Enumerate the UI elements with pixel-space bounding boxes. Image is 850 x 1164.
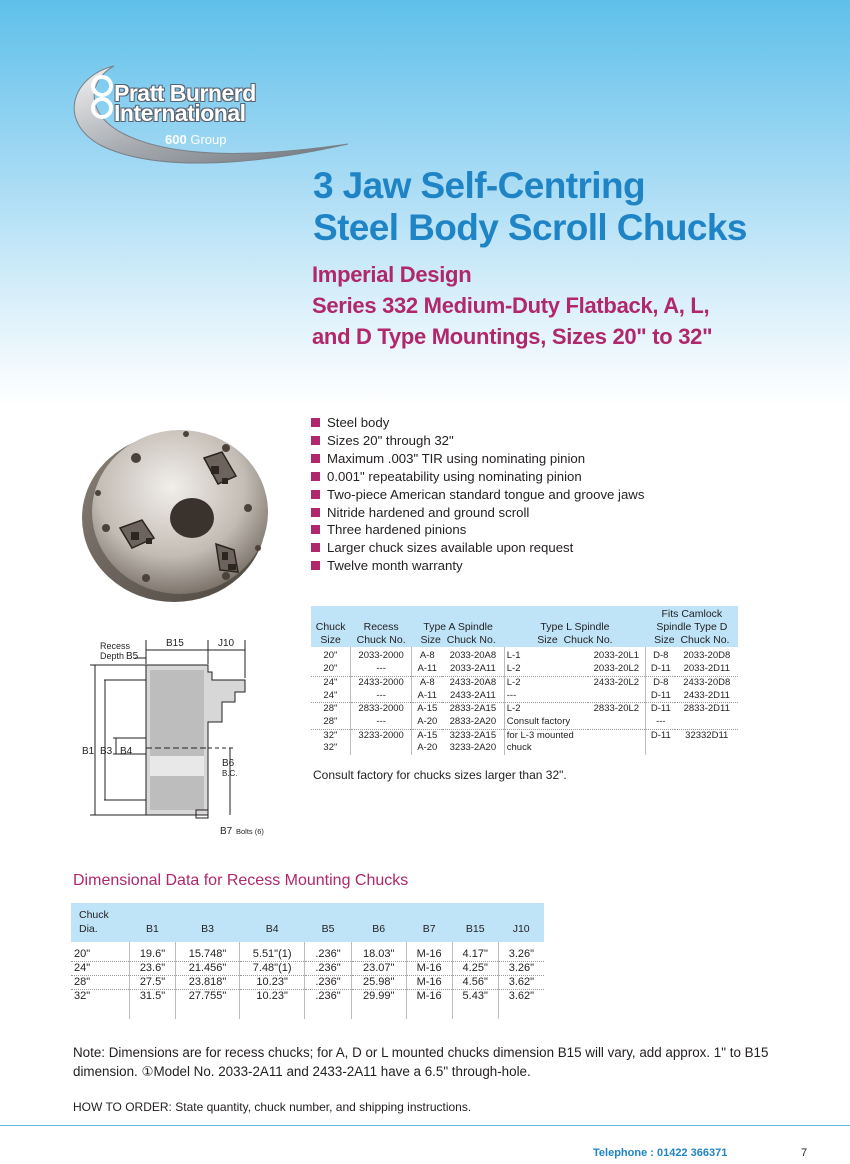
spec-table-cell: 2433-2000	[350, 676, 412, 689]
dim-table-header-cell: B15	[452, 903, 498, 942]
drawing-label-j10: J10	[218, 638, 235, 649]
dim-table-cell: 28"	[71, 976, 129, 990]
spec-table-cell: A-8	[419, 650, 435, 662]
page-subtitle	[312, 259, 712, 352]
feature-item: Maximum .003" TIR using nominating pinion	[311, 450, 644, 468]
spec-table-cell: 24"	[311, 690, 350, 703]
dim-table-cell: .236"	[305, 962, 351, 976]
spec-table-cell: L-1	[506, 650, 521, 662]
spec-table-row	[311, 703, 738, 716]
spec-table-cell: 3233-2A20	[442, 742, 504, 755]
drawing-label-bc: B.C.	[222, 769, 238, 778]
dim-table-cell: .236"	[305, 942, 351, 962]
feature-item: Twelve month warranty	[311, 557, 644, 575]
subtitle-line2: Series 332 Medium-Duty Flatback, A, L,	[312, 293, 710, 318]
spec-table-row	[311, 716, 738, 729]
header-fits: Fits Camlock	[661, 608, 723, 621]
spec-table-cell: Consult factory	[504, 716, 587, 729]
dim-table-cell: .236"	[305, 990, 351, 1020]
spec-table-cell: A-8	[419, 676, 435, 688]
dim-table-cell: M-16	[406, 976, 452, 990]
dim-table-cell: M-16	[406, 990, 452, 1020]
drawing-label-b3: B3	[100, 746, 113, 757]
spec-table-cell: 24"	[311, 676, 350, 689]
dim-table-header-cell: Chuck Dia.	[71, 903, 129, 942]
dim-table-header-cell: B1	[129, 903, 175, 942]
header-type-d-size: Size	[654, 633, 675, 646]
spec-table-cell: for L-3 mounted	[506, 729, 574, 741]
spec-table-cell: A-11	[412, 690, 442, 703]
spec-table-row	[311, 663, 738, 676]
spec-table-row	[311, 690, 738, 703]
dim-table-cell: 25.98"	[351, 976, 406, 990]
spec-table-cell: D-11	[650, 729, 671, 741]
spec-table-cell: 32"	[311, 742, 350, 755]
header-recess: Recess	[363, 621, 399, 633]
header-type-d-no: Chuck No.	[680, 633, 730, 646]
header-type-a-no: Chuck No.	[446, 633, 496, 646]
spec-table-cell: 3233-2A15	[442, 729, 504, 742]
spec-table-cell: ---	[350, 690, 412, 703]
company-logo	[62, 62, 352, 172]
dim-table-cell: 32"	[71, 990, 129, 1020]
dim-table-row	[71, 976, 544, 990]
spec-table-cell: D-8	[653, 676, 669, 688]
dim-table-header-row	[71, 903, 544, 942]
logo-group-text: 600 Group	[165, 132, 227, 147]
header-type-a-size: Size	[420, 633, 441, 646]
feature-item: Steel body	[311, 414, 644, 432]
spec-table-cell: 2433-20D8	[683, 676, 731, 688]
drawing-label-b15: B15	[166, 638, 184, 649]
spec-table-cell: 2033-2A11	[442, 663, 504, 676]
spec-table-cell: A-15	[417, 729, 438, 741]
dim-table-cell: 27.755"	[176, 990, 240, 1020]
dimension-table	[71, 903, 544, 1019]
header-type-a: Type A Spindle	[423, 621, 493, 633]
dim-table-cell: 15.748"	[176, 942, 240, 962]
spec-table-cell: 2433-20L2	[588, 676, 646, 689]
drawing-label-b7: B7	[220, 826, 233, 837]
dim-table-cell: 4.17"	[452, 942, 498, 962]
drawing-label-recess: Recess	[100, 641, 131, 651]
feature-item: Larger chuck sizes available upon request	[311, 539, 644, 557]
spec-table-cell: 32"	[311, 729, 350, 742]
spec-table-cell: 2033-20D8	[683, 650, 731, 662]
dim-table-row	[71, 990, 544, 1020]
spec-table-cell: 2033-20L2	[588, 663, 646, 676]
spec-table-cell: L-2	[506, 676, 521, 688]
dim-table-cell: 4.25"	[452, 962, 498, 976]
dim-table-header-cell: J10	[498, 903, 544, 942]
spec-table-cell	[588, 729, 646, 742]
spec-table-row	[311, 742, 738, 755]
dim-table-cell: 3.26"	[498, 942, 544, 962]
spec-table-row	[311, 729, 738, 742]
spec-table-cell: 2033-20L1	[588, 647, 646, 663]
feature-item: Three hardened pinions	[311, 521, 644, 539]
spec-table-cell: ---	[350, 716, 412, 729]
dim-table-cell: 21.456"	[176, 962, 240, 976]
dim-table-header-cell: B6	[351, 903, 406, 942]
spec-table-cell: 2433-20A8	[442, 676, 504, 689]
header-recess-no: Chuck No.	[356, 633, 406, 646]
spec-table-cell: 2433-2A11	[442, 690, 504, 703]
spec-table-cell: D-11	[646, 690, 676, 703]
header-type-l: Type L Spindle	[540, 621, 610, 633]
spec-table-cell: 2033-2000	[350, 647, 412, 663]
spec-table-header-row	[311, 606, 738, 647]
spec-table-cell	[588, 690, 646, 703]
dim-table-cell: 10.23"	[239, 976, 305, 990]
how-to-order: HOW TO ORDER: State quantity, chuck number, and shipping instructions.	[73, 1100, 472, 1114]
spec-table-cell: 32332D11	[685, 729, 729, 741]
dim-table-header-cell: B7	[406, 903, 452, 942]
dim-table-cell: 29.99"	[351, 990, 406, 1020]
dim-table-cell: 5.51"(1)	[239, 942, 305, 962]
dim-table-cell: 7.48"(1)	[239, 962, 305, 976]
spec-table-cell: D-11	[646, 663, 676, 676]
spec-table-cell	[675, 716, 738, 729]
spec-table-cell: L-2	[506, 703, 521, 715]
spec-table-cell: A-20	[412, 716, 442, 729]
subtitle-line1: Imperial Design	[312, 262, 472, 287]
spec-table-cell: 20"	[311, 647, 350, 663]
chuck-product-image	[76, 418, 276, 608]
page-number: 7	[801, 1147, 808, 1159]
dim-table-cell: 23.818"	[176, 976, 240, 990]
feature-item: 0.001" repeatability using nominating pinion	[311, 468, 644, 486]
spec-table-cell	[588, 716, 646, 729]
dim-table-cell: 10.23"	[239, 990, 305, 1020]
dim-table-cell: 20"	[71, 942, 129, 962]
dim-table-cell: 5.43"	[452, 990, 498, 1020]
spec-table-cell: 2033-2D11	[675, 663, 738, 676]
title-line2: Steel Body Scroll Chucks	[313, 207, 747, 248]
dim-table-cell: 23.6"	[129, 962, 175, 976]
spec-table-cell	[350, 742, 412, 755]
consult-note: Consult factory for chucks sizes larger than 32".	[313, 768, 567, 782]
dim-table-cell: 18.03"	[351, 942, 406, 962]
header-type-l-no: Chuck No.	[563, 633, 613, 646]
footer-rule	[0, 1125, 850, 1126]
dim-table-header-cell: B3	[176, 903, 240, 942]
dim-table-cell: 31.5"	[129, 990, 175, 1020]
dim-table-cell: M-16	[406, 942, 452, 962]
drawing-label-bolts: Bolts (6)	[236, 827, 264, 836]
spec-table-cell: 2833-2A15	[442, 703, 504, 716]
spec-table-cell: 2833-2A20	[442, 716, 504, 729]
spec-table-cell	[588, 742, 646, 755]
section-title: Dimensional Data for Recess Mounting Chucks	[73, 872, 409, 889]
spec-table-cell	[675, 742, 738, 755]
subtitle-line3: and D Type Mountings, Sizes 20" to 32"	[312, 324, 713, 349]
spec-table-cell: 28"	[311, 716, 350, 729]
dim-table-row	[71, 942, 544, 962]
dim-table-header-cell: B4	[239, 903, 305, 942]
spec-table-cell: chuck	[506, 742, 532, 754]
footer-phone: Telephone : 01422 366371	[593, 1147, 728, 1159]
feature-item: Nitride hardened and ground scroll	[311, 504, 644, 522]
chuck-dimension-drawing	[80, 630, 280, 840]
dim-table-row	[71, 962, 544, 976]
spec-table-cell: D-11	[650, 703, 671, 715]
spec-table-cell: ---	[350, 663, 412, 676]
drawing-label-b6: B6	[222, 758, 235, 769]
dim-table-cell: 3.62"	[498, 976, 544, 990]
header-type-d: Spindle Type D	[656, 621, 728, 633]
spec-table-cell: 3233-2000	[350, 729, 412, 742]
spec-table-cell: 2833-2000	[350, 703, 412, 716]
feature-list	[311, 414, 644, 575]
drawing-label-b4: B4	[120, 746, 133, 757]
dim-table-cell: M-16	[406, 962, 452, 976]
spec-table-row	[311, 647, 738, 663]
spec-table-cell: A-15	[417, 703, 438, 715]
logo-text-line1: Pratt Burnerd	[114, 80, 256, 106]
header-chuck: Chuck	[315, 621, 346, 633]
page-title	[313, 165, 747, 249]
spec-table-cell: 2833-20L2	[588, 703, 646, 716]
spec-table-cell	[646, 742, 676, 755]
header-type-l-size: Size	[537, 633, 558, 646]
spec-table-cell: 2033-20A8	[442, 647, 504, 663]
drawing-label-b5: B5	[126, 651, 139, 662]
dim-table-cell: 24"	[71, 962, 129, 976]
drawing-label-b1: B1	[82, 746, 95, 757]
chuck-spec-table	[311, 606, 738, 755]
dim-table-cell: 23.07"	[351, 962, 406, 976]
dim-table-cell: 3.62"	[508, 990, 535, 1002]
dim-table-cell: 3.26"	[498, 962, 544, 976]
spec-table-cell: 2433-2D11	[675, 690, 738, 703]
spec-table-cell: A-20	[417, 742, 438, 754]
dim-table-cell: 27.5"	[129, 976, 175, 990]
spec-table-cell: 2833-2D11	[683, 703, 730, 715]
feature-item: Sizes 20" through 32"	[311, 432, 644, 450]
spec-table-cell: ---	[504, 690, 587, 703]
title-line1: 3 Jaw Self-Centring	[313, 165, 645, 206]
dimension-note: Note: Dimensions are for recess chucks; for A, D or L mounted chucks dimension B15 will vary, add approx. 1" to B15 dimension. ①Model No. 2033-2A11 and 2433-2A11 have a 6.5" through-hole.	[73, 1045, 769, 1079]
logo-text-line2: International	[114, 100, 246, 126]
spec-table-cell: 28"	[311, 703, 350, 716]
dim-table-header-cell: B5	[305, 903, 351, 942]
spec-table-cell: 20"	[311, 663, 350, 676]
feature-item: Two-piece American standard tongue and groove jaws	[311, 486, 644, 504]
dim-table-cell: .236"	[305, 976, 351, 990]
dim-table-cell: 4.56"	[452, 976, 498, 990]
spec-table-cell: D-8	[653, 650, 669, 662]
header-size: Size	[320, 633, 341, 646]
drawing-label-depth: Depth	[100, 651, 125, 661]
dim-table-cell: 19.6"	[129, 942, 175, 962]
spec-table-cell: L-2	[504, 663, 587, 676]
spec-table-cell: ---	[646, 716, 676, 729]
spec-table-cell: A-11	[412, 663, 442, 676]
spec-table-row	[311, 676, 738, 689]
